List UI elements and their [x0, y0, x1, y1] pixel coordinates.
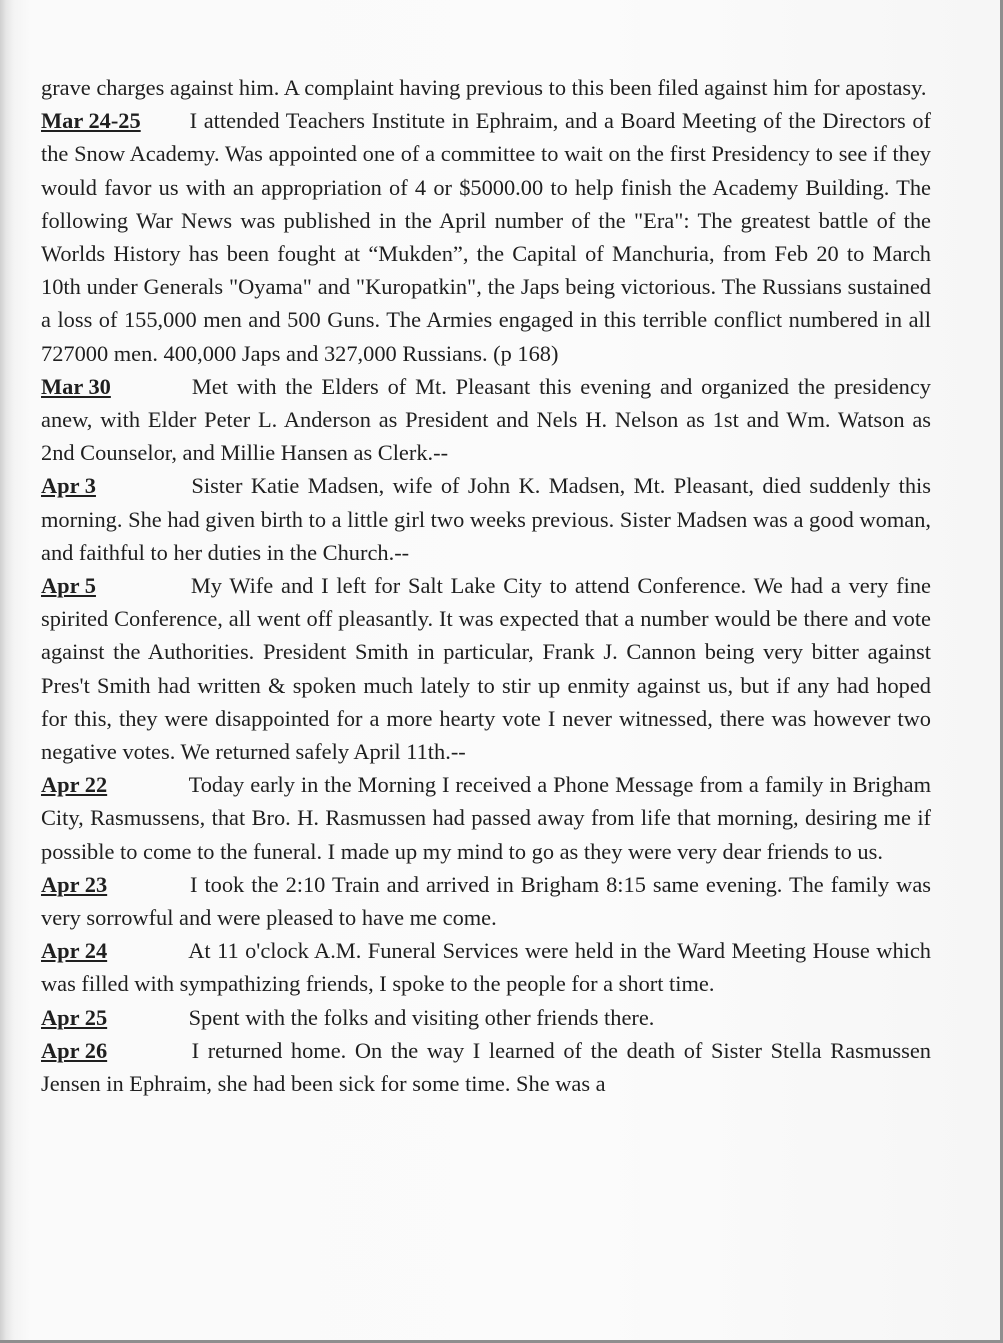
journal-text — [41, 71, 931, 1100]
entry-text: My Wife and I left for Salt Lake City to attend Conference. We had a very fine spirited Conference, all went off pleasantly. It was expected that a number would be there and vote against the Authorities. President Smith in particular, Frank J. Cannon being very bitter against Pres't Smith had written & spoken much lately to stir up enmity against us, but if any had hoped for this, they were disappointed for a more hearty vote I never witnessed, there was however two negative votes. We returned safely April 11th.-- — [41, 573, 931, 765]
entry-text: Today early in the Morning I received a Phone Message from a family in Brigham City, Rasmussens, that Bro. H. Rasmussen had passed away from life that morning, desiring me if possible to come to the funeral. I made up my mind to go as they were very dear friends to us. — [41, 772, 931, 864]
journal-entry — [41, 934, 931, 1000]
entry-text: I attended Teachers Institute in Ephraim, and a Board Meeting of the Directors of the Snow Academy. Was appointed one of a committee to wait on the first Presidency to see if they would favor us with an appropriation of 4 or $5000.00 to help finish the Academy Building. The following War News was published in the April number of the "Era": The greatest battle of the Worlds History has been fought at “Mukden”, the Capital of Manchuria, from Feb 20 to March 10th under Generals "Oyama" and "Kuropatkin", the Japs being victorious. The Russians sustained a loss of 155,000 men and 500 Guns. The Armies engaged in this terrible conflict numbered in all 727000 men. 400,000 Japs and 327,000 Russians. (p 168) — [41, 108, 931, 366]
entry-date: Apr 26 — [41, 1037, 108, 1063]
journal-entry — [41, 1001, 931, 1034]
entry-text: I took the 2:10 Train and arrived in Brigham 8:15 same evening. The family was very sorrowful and were pleased to have me come. — [41, 871, 931, 931]
entry-date: Apr 23 — [41, 871, 108, 897]
entry-date: Mar 30 — [41, 373, 111, 399]
entry-date: Apr 5 — [41, 573, 96, 599]
entry-date: Mar 24-25 — [41, 108, 141, 134]
journal-entry — [41, 469, 931, 569]
entry-date: Apr 25 — [41, 1004, 108, 1030]
lead-in-paragraph: grave charges against him. A complaint having previous to this been filed against him for apostasy. — [41, 75, 927, 100]
entry-date: Apr 24 — [41, 938, 108, 964]
journal-entry — [41, 1034, 931, 1100]
entry-date: Apr 3 — [41, 473, 96, 499]
entry-text: Spent with the folks and visiting other friends there. — [188, 1004, 655, 1030]
entry-text: I returned home. On the way I learned of the death of Sister Stella Rasmussen Jensen in Ephraim, she had been sick for some time. She was a — [41, 1037, 931, 1097]
entry-text: Met with the Elders of Mt. Pleasant this evening and organized the presidency anew, with Elder Peter L. Anderson as President and Nels H. Nelson as 1st and Wm. Watson as 2nd Counselor, and Millie Hansen as Clerk.-- — [41, 373, 931, 466]
entry-text: Sister Katie Madsen, wife of John K. Madsen, Mt. Pleasant, died suddenly this morning. She had given birth to a little girl two weeks previous. Sister Madsen was a good woman, and faithful to her duties in the Church.-- — [41, 473, 931, 565]
journal-entry — [41, 104, 931, 370]
journal-entry — [41, 768, 931, 868]
journal-entry — [41, 868, 931, 934]
entry-text: At 11 o'clock A.M. Funeral Services were held in the Ward Meeting House which was filled with sympathizing friends, I spoke to the people for a short time. — [41, 938, 931, 997]
entry-date: Apr 22 — [41, 772, 108, 798]
journal-entry — [41, 370, 931, 470]
journal-entry — [41, 569, 931, 768]
